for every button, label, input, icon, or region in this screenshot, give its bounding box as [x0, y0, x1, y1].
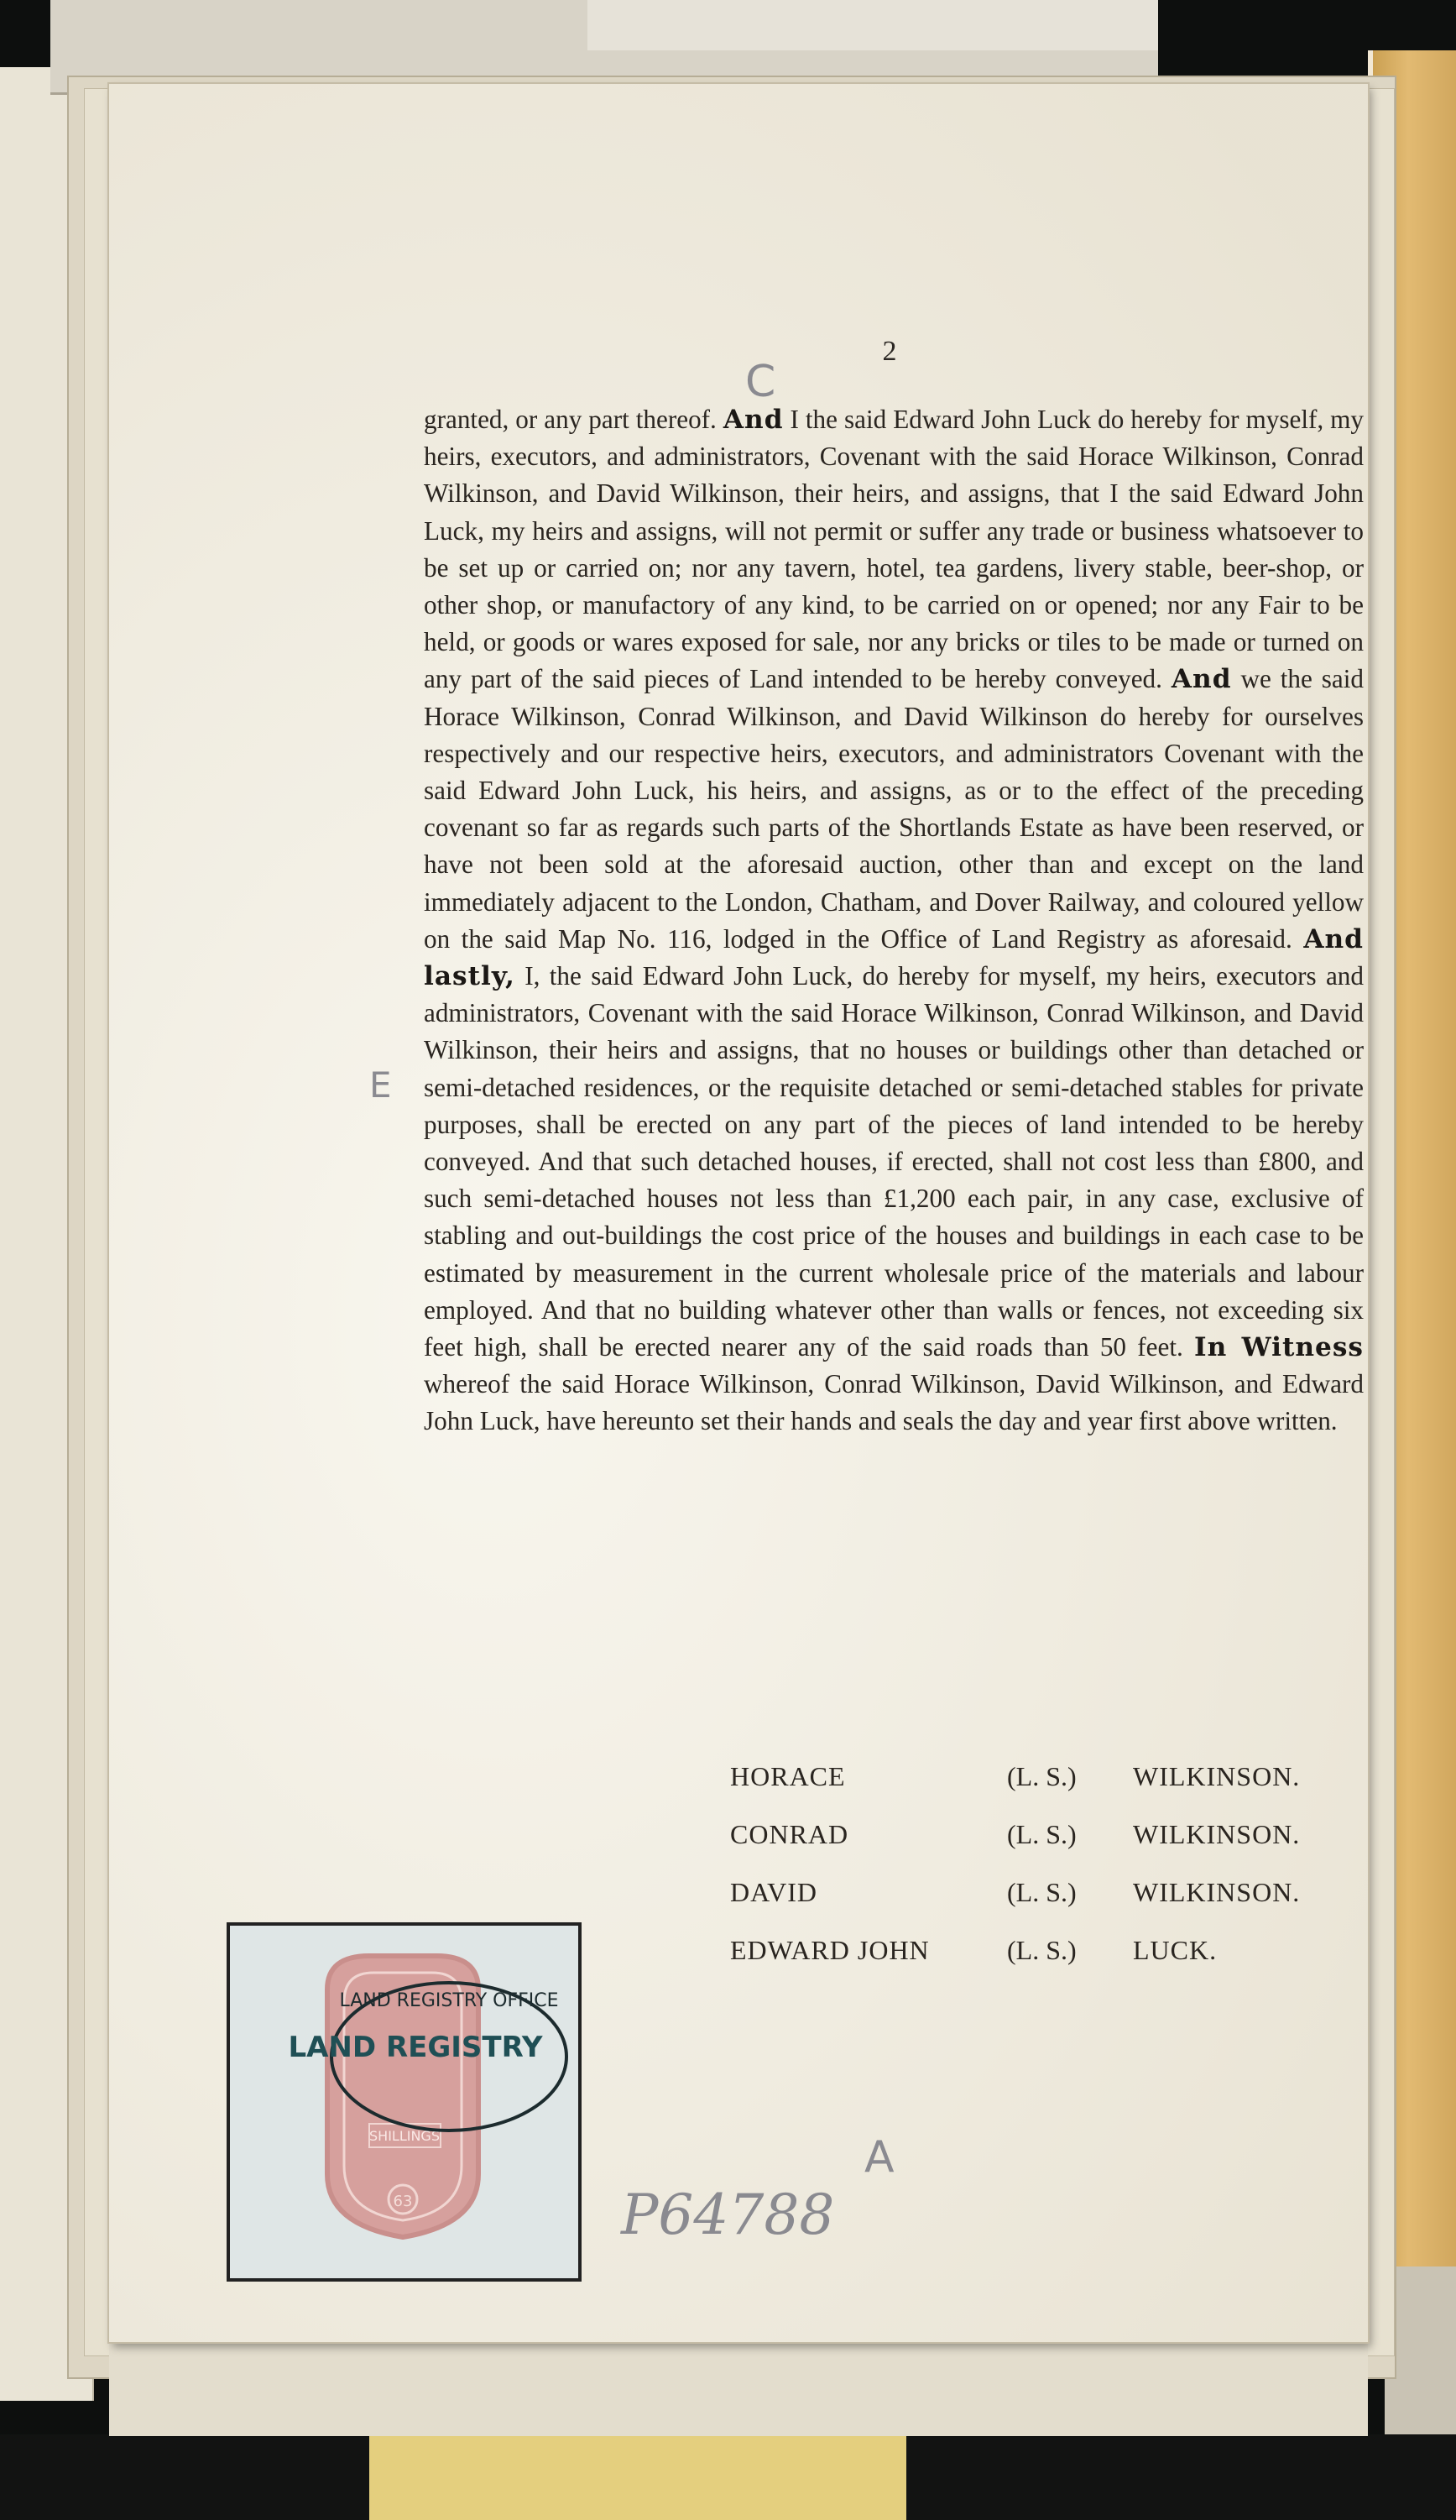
stamp-value: SHILLINGS	[369, 2128, 440, 2144]
blackletter-keyword: And	[1171, 664, 1232, 695]
signature-row	[730, 1877, 1368, 1935]
text-run: I, the said Edward John Luck, do hereby for myself, my heirs, executors and administrators, Covenant with the said Horace Wilkinson, Conrad Wilkinson, and David Wilkinson, their heirs and assigns, that no houses or buildings other than detached or semi-detached residences, or the requisite detached or semi-detached stables for private purposes, shall be erected on any part of the pieces of land intended to be hereby conveyed. And that such detached houses, if erected, shall not cost less than £800, and such semi-detached houses not less than £1,200 each pair, in any case, exclusive of stabling and out-buildings the cost price of the houses and buildings in each case to be estimated by measurement in the current wholesale price of the materials and labour employed. And that no building whatever other than walls or fences, not exceeding six feet high, shall be erected nearer any of the said roads than 50 feet.	[424, 961, 1364, 1362]
stamp-year: 63	[393, 2193, 413, 2210]
pencil-reference-number: P64788	[621, 2183, 835, 2247]
signatory-first-name: EDWARD JOHN	[730, 1935, 930, 1965]
top-paper-tab	[587, 0, 1158, 50]
blackletter-keyword: And lastly,	[424, 923, 1364, 992]
text-run: I the said Edward John Luck do hereby for myself, my heirs, executors, and administrators, Covenant with the said Horace Wilkinson, Conrad Wilkinson, and David Wilkinson, their heirs, and assigns, that I the said Edward John Luck, my heirs and assigns, will not permit or suffer any trade or business whatsoever to be set up or carried on; nor any tavern, hotel, tea gardens, livery stable, beer-shop, or other shop, or manufactory of any kind, to be carried on or opened; nor any Fair to be held, or goods or wares exposed for sale, nor any bricks or tiles to be made or turned on any part of the said pieces of Land intended to be hereby conveyed.	[424, 405, 1364, 694]
blackletter-keyword: In Witness	[1194, 1332, 1364, 1363]
signature-row	[730, 1819, 1368, 1877]
deed-body-text	[424, 401, 1364, 1440]
blackletter-keyword: And	[723, 405, 784, 435]
stamp-overprint: LAND REGISTRY	[288, 2031, 543, 2064]
seal-mark: (L. S.)	[1007, 1935, 1077, 1965]
deed-paragraph	[424, 401, 1364, 1440]
registry-oval-text: LAND REGISTRY OFFICE	[339, 1990, 559, 2011]
text-run: we the said Horace Wilkinson, Conrad Wilkinson, and David Wilkinson do hereby for ourselves respectively and our respective heirs, executors, and administrators Covenant with the said Edward John Luck, his heirs, and assigns, as or to the effect of the preceding covenant so far as regards such parts of the Shortlands Estate as have been reserved, or have not been sold at the aforesaid auction, other than and except on the land immediately adjacent to the London, Chatham, and Dover Railway, and coloured yellow on the said Map No. 116, lodged in the Office of Land Registry as aforesaid.	[424, 664, 1364, 954]
signatory-first-name: CONRAD	[730, 1819, 849, 1849]
signature-row	[730, 1761, 1368, 1819]
signatory-first-name: DAVID	[730, 1877, 817, 1907]
signatory-surname: WILKINSON.	[1133, 1819, 1301, 1849]
seal-mark: (L. S.)	[1007, 1877, 1077, 1907]
land-registry-stamp	[227, 1922, 575, 2275]
text-run: whereof the said Horace Wilkinson, Conrad Wilkinson, David Wilkinson, and Edward John Luck, have hereunto set their hands and seals the day and year first above written.	[424, 1369, 1364, 1436]
text-run: granted, or any part thereof.	[424, 405, 723, 434]
pencil-margin-c: C	[745, 357, 776, 407]
bottom-tape	[369, 2434, 906, 2520]
signature-block	[730, 1761, 1368, 1993]
signatory-first-name: HORACE	[730, 1761, 846, 1791]
pencil-reference-letter: A	[864, 2132, 895, 2183]
page-number: 2	[882, 336, 897, 367]
signatory-surname: WILKINSON.	[1133, 1761, 1301, 1791]
bottom-page-strip	[109, 2342, 1368, 2436]
signature-row	[730, 1935, 1368, 1993]
signatory-surname: WILKINSON.	[1133, 1877, 1301, 1907]
signatory-surname: LUCK.	[1133, 1935, 1218, 1965]
seal-mark: (L. S.)	[1007, 1819, 1077, 1849]
seal-mark: (L. S.)	[1007, 1761, 1077, 1791]
pencil-margin-e: E	[369, 1064, 392, 1106]
